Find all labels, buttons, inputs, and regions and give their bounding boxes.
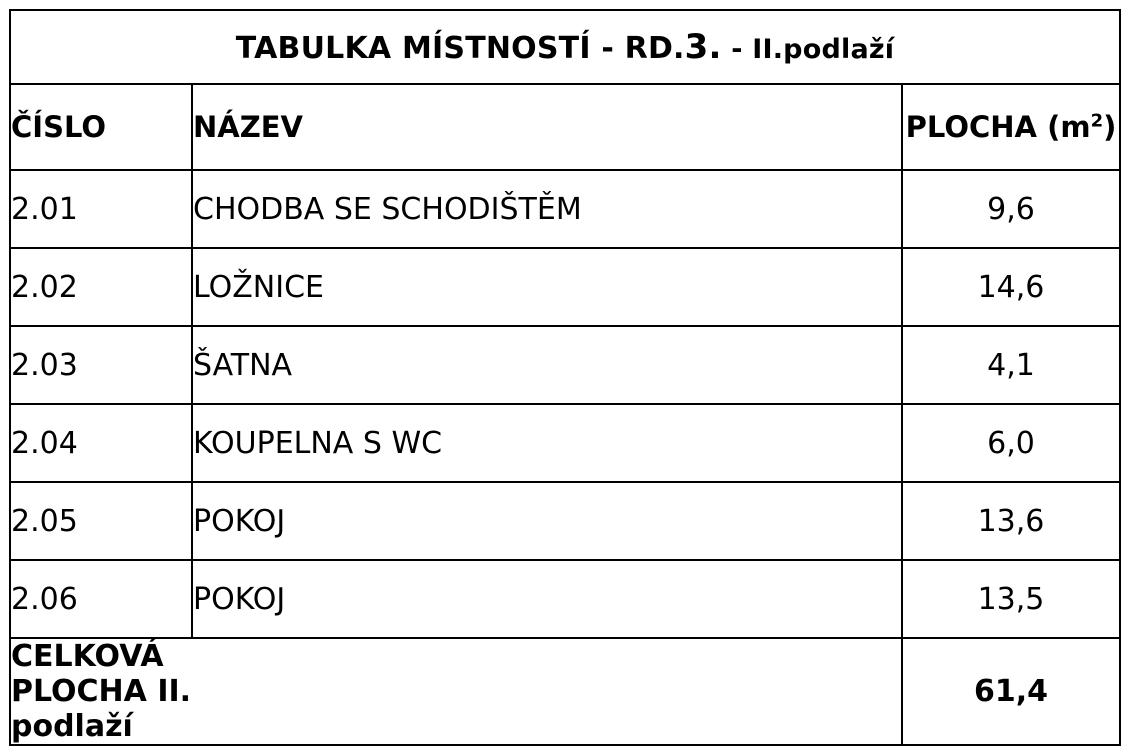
title-prefix: TABULKA MÍSTNOSTÍ - RD. — [235, 31, 685, 66]
column-header-area — [902, 84, 1120, 170]
total-area-value: 61,4 — [902, 638, 1120, 745]
room-area: 14,6 — [902, 248, 1120, 326]
title-suffix: - II.podlaží — [721, 34, 895, 65]
column-header-area-text: PLOCHA (m — [905, 110, 1091, 144]
room-area: 6,0 — [902, 404, 1120, 482]
room-name: POKOJ — [192, 560, 902, 638]
column-header-name: NÁZEV — [192, 84, 902, 170]
room-number: 2.03 — [10, 326, 192, 404]
table-header-row — [10, 84, 1120, 170]
table-row — [10, 560, 1120, 638]
total-area-label: CELKOVÁ PLOCHA II. podlaží — [11, 639, 192, 744]
table-row — [10, 326, 1120, 404]
column-header-area-exponent: 2 — [1090, 110, 1104, 132]
table-row — [10, 482, 1120, 560]
table-title-row — [10, 10, 1120, 84]
column-header-number: ČÍSLO — [10, 84, 192, 170]
room-schedule-table — [9, 9, 1121, 746]
table-total-row — [10, 638, 1120, 745]
room-name: LOŽNICE — [192, 248, 902, 326]
title-number: 3. — [684, 27, 722, 67]
page-title — [10, 10, 1120, 84]
table-row — [10, 404, 1120, 482]
room-area: 13,5 — [902, 560, 1120, 638]
room-number: 2.01 — [10, 170, 192, 248]
room-number: 2.02 — [10, 248, 192, 326]
column-header-area-close: ) — [1103, 110, 1117, 144]
table-row — [10, 170, 1120, 248]
room-area: 9,6 — [902, 170, 1120, 248]
room-name: CHODBA SE SCHODIŠTĚM — [192, 170, 902, 248]
room-area: 13,6 — [902, 482, 1120, 560]
room-name: POKOJ — [192, 482, 902, 560]
room-number: 2.05 — [10, 482, 192, 560]
room-area: 4,1 — [902, 326, 1120, 404]
table-row — [10, 248, 1120, 326]
room-number: 2.04 — [10, 404, 192, 482]
room-number: 2.06 — [10, 560, 192, 638]
total-spacer — [192, 638, 902, 745]
room-name: ŠATNA — [192, 326, 902, 404]
room-name: KOUPELNA S WC — [192, 404, 902, 482]
